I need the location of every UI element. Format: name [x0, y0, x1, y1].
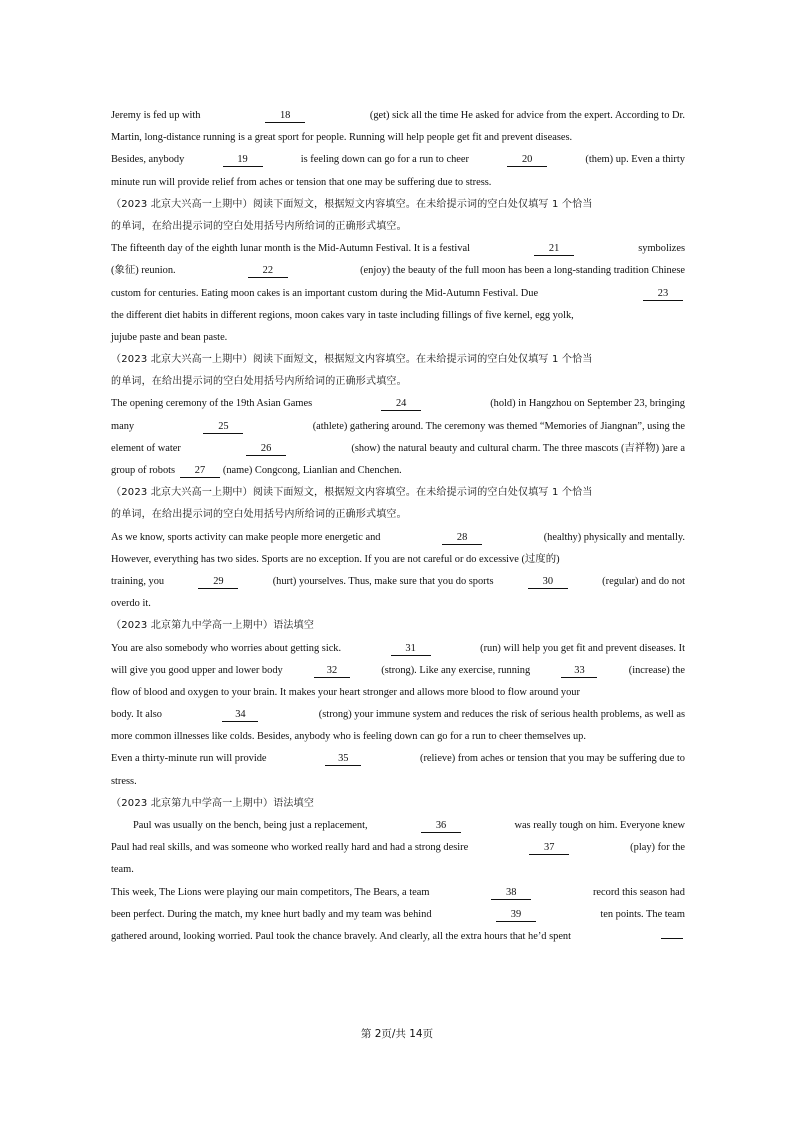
answer-blank-24[interactable]: 24 [381, 398, 421, 411]
text-line: gathered around, looking worried. Paul took the chance bravely. And clearly, all the extra hours that he’d spent [111, 926, 685, 948]
answer-blank-40[interactable] [661, 938, 683, 939]
text-line: will give you good upper and lower body 32 (strong). Like any exercise, running 33 (increase) the [111, 664, 685, 676]
text-line: body. It also 34 (strong) your immune system and reduces the risk of serious health problems, as well as [111, 709, 685, 721]
source-note: （2023 北京第九中学高一上期中）语法填空 [111, 620, 315, 632]
text-line: However, everything has two sides. Sports are no exception. If you are not careful or do excessive (过度的) [111, 553, 560, 565]
text-line: Jeremy is fed up with 18 (get) sick all the time He asked for advice from the expert. According to Dr. [111, 110, 685, 121]
text-line: been perfect. During the match, my knee hurt badly and my team was behind 39 ten points. The team [111, 908, 685, 920]
text-line: overdo it. [111, 598, 151, 610]
answer-blank-38[interactable]: 38 [491, 887, 531, 900]
text-line: the different diet habits in different regions, moon cakes vary in taste including fillings of five kernel, egg yolk, [111, 309, 574, 321]
text-line: Even a thirty-minute run will provide 35 (relieve) from aches or tension that you may be suffering due to [111, 753, 685, 765]
text-line: training, you 29 (hurt) yourselves. Thus, make sure that you do sports 30 (regular) and do not [111, 575, 685, 587]
answer-blank-28[interactable]: 28 [442, 532, 482, 545]
answer-blank-34[interactable]: 34 [222, 709, 258, 722]
text-line: This week, The Lions were playing our main competitors, The Bears, a team 38 record this season had [111, 886, 685, 898]
text-line: (象征) reunion. 22 (enjoy) the beauty of the full moon has been a long-standing tradition Chinese [111, 265, 685, 277]
text-line: minute run will provide relief from aches or tension that one may be suffering due to stress. [111, 176, 492, 188]
answer-blank-29[interactable]: 29 [198, 576, 238, 589]
answer-blank-30[interactable]: 30 [528, 576, 568, 589]
answer-blank-35[interactable]: 35 [325, 753, 361, 766]
text-line: Paul had real skills, and was someone who worked really hard and had a strong desire 37 (play) for the [111, 842, 685, 854]
text-line: Martin, long-distance running is a great sport for people. Running will help people get fit and prevent diseases. [111, 132, 573, 144]
source-note: （2023 北京第九中学高一上期中）语法填空 [111, 797, 315, 809]
answer-blank-32[interactable]: 32 [314, 665, 350, 678]
answer-blank-26[interactable]: 26 [246, 443, 286, 456]
answer-blank-25[interactable]: 25 [203, 421, 243, 434]
answer-blank-33[interactable]: 33 [561, 665, 597, 678]
answer-blank-31[interactable]: 31 [391, 643, 431, 656]
page-footer: 第 2页/共 14页 [360, 1028, 434, 1040]
answer-blank-21[interactable]: 21 [534, 243, 574, 256]
text-line: Besides, anybody 19 is feeling down can go for a run to cheer 20 (them) up. Even a thirty [111, 154, 685, 166]
answer-blank-22[interactable]: 22 [248, 265, 288, 278]
source-note: 的单词，在给出提示词的空白处用括号内所给词的正确形式填空。 [111, 220, 407, 232]
answer-blank-27[interactable]: 27 [180, 465, 220, 478]
text-line: flow of blood and oxygen to your brain. It makes your heart stronger and allows more blood to flow around your [111, 686, 580, 698]
text-line: jujube paste and bean paste. [111, 331, 228, 343]
text-line: more common illnesses like colds. Besides, anybody who is feeling down can go for a run to cheer themselves up. [111, 731, 586, 743]
text-line: element of water 26 (show) the natural beauty and cultural charm. The three mascots (吉祥物) )are a [111, 442, 685, 454]
text-line: team. [111, 864, 134, 876]
text-line: The fifteenth day of the eighth lunar month is the Mid-Autumn Festival. It is a festival 21 symbolizes [111, 243, 685, 255]
answer-blank-23[interactable]: 23 [643, 288, 683, 301]
text-line: You are also somebody who worries about getting sick. 31 (run) will help you get fit and prevent diseases. It [111, 642, 685, 654]
document-page [111, 105, 685, 948]
source-note: （2023 北京大兴高一上期中）阅读下面短文，根据短文内容填空。在未给提示词的空白处仅填写 1 个恰当 [111, 487, 593, 499]
answer-blank-36[interactable]: 36 [421, 820, 461, 833]
text-line: custom for centuries. Eating moon cakes is an important custom during the Mid-Autumn Festival. Due 23 [111, 283, 685, 305]
text-line: Paul was usually on the bench, being just a replacement, 36 was really tough on him. Everyone knew [133, 820, 685, 831]
answer-blank-39[interactable]: 39 [496, 909, 536, 922]
answer-blank-18[interactable]: 18 [265, 110, 305, 123]
source-note: 的单词，在给出提示词的空白处用括号内所给词的正确形式填空。 [111, 376, 407, 388]
text-line: The opening ceremony of the 19th Asian Games 24 (hold) in Hangzhou on September 23, bringing [111, 398, 685, 410]
source-note: 的单词，在给出提示词的空白处用括号内所给词的正确形式填空。 [111, 509, 407, 521]
text-line: group of robots 27 (name) Congcong, Lianlian and Chenchen. [111, 465, 402, 476]
source-note: （2023 北京大兴高一上期中）阅读下面短文，根据短文内容填空。在未给提示词的空白处仅填写 1 个恰当 [111, 354, 593, 366]
answer-blank-20[interactable]: 20 [507, 154, 547, 167]
answer-blank-37[interactable]: 37 [529, 842, 569, 855]
source-note: （2023 北京大兴高一上期中）阅读下面短文，根据短文内容填空。在未给提示词的空白处仅填写 1 个恰当 [111, 198, 593, 210]
text-line: many 25 (athlete) gathering around. The ceremony was themed “Memories of Jiangnan”, using the [111, 420, 685, 432]
text-line: stress. [111, 775, 137, 787]
text-line: As we know, sports activity can make people more energetic and 28 (healthy) physically and mentally. [111, 531, 685, 543]
answer-blank-19[interactable]: 19 [223, 154, 263, 167]
